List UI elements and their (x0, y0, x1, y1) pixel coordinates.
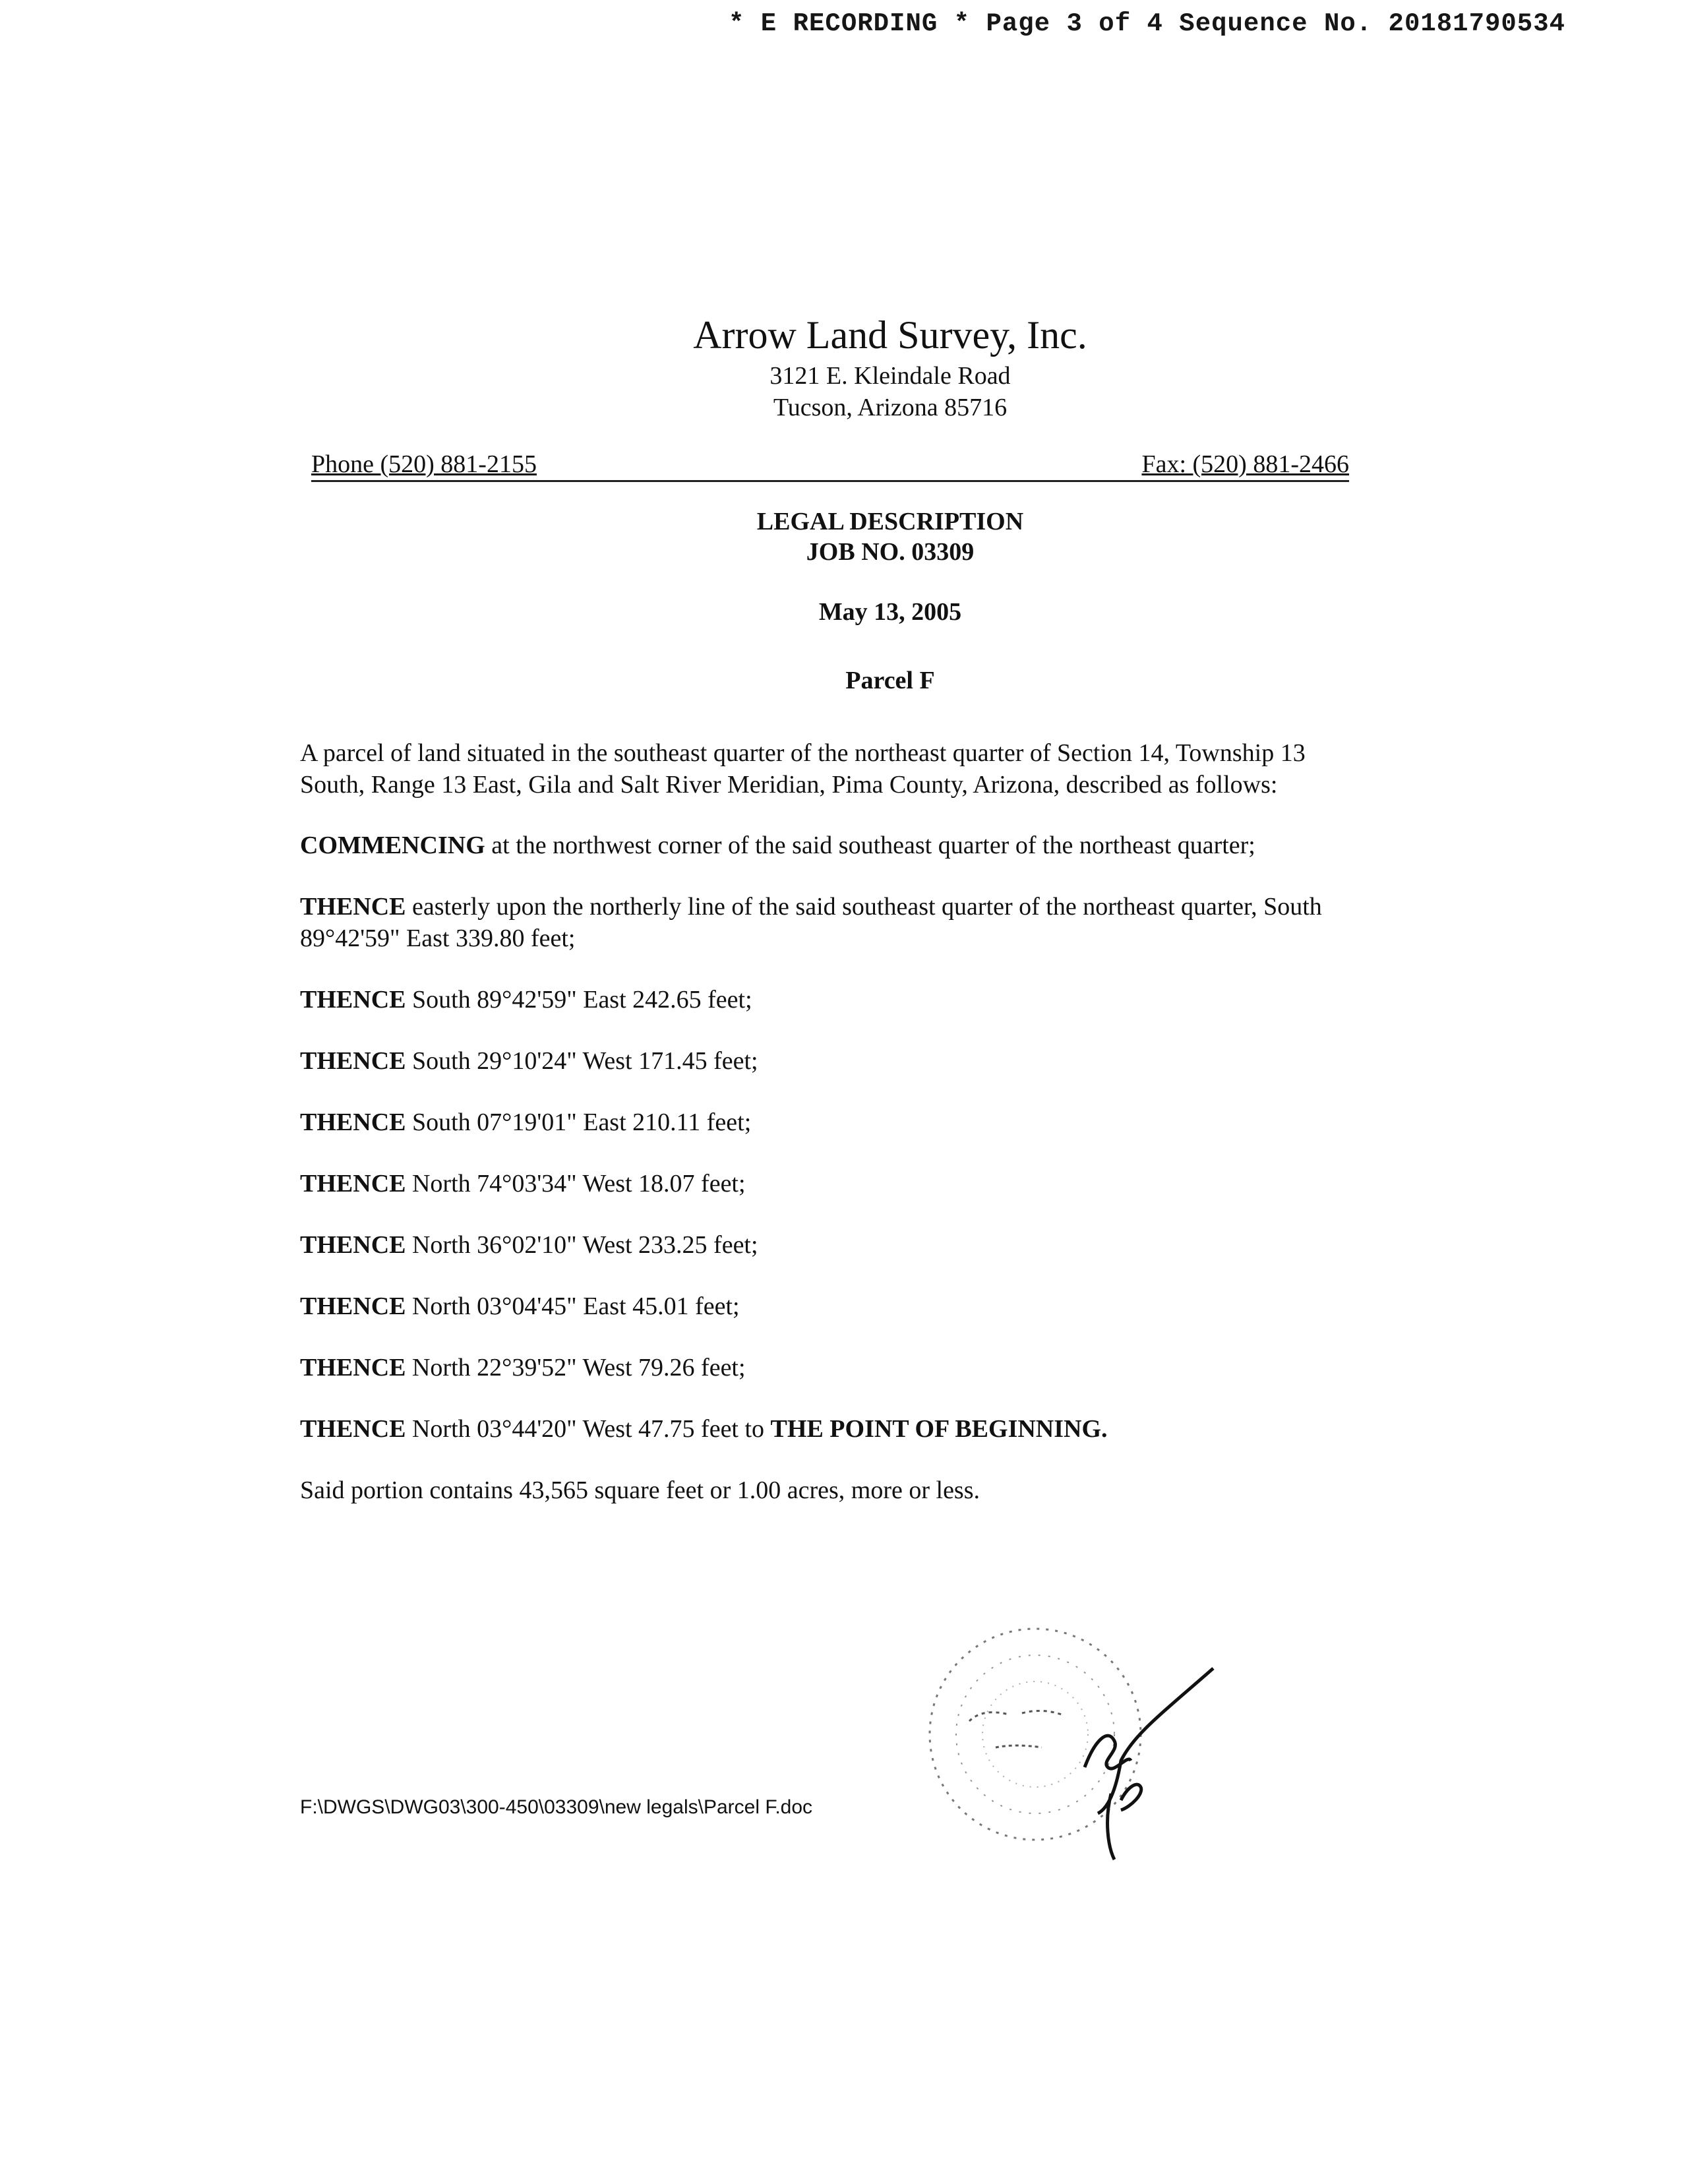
seal-stamp-icon (923, 1596, 1240, 1886)
legal-description-body (300, 737, 1355, 1506)
letterhead (0, 310, 1688, 423)
course-paragraph: THENCE South 89°42'59" East 242.65 feet; (300, 986, 752, 1014)
course-paragraph: THENCE South 07°19'01" East 210.11 feet; (300, 1108, 752, 1136)
course-paragraph: THENCE North 22°39'52" West 79.26 feet; (300, 1354, 746, 1381)
course-paragraph: THENCE North 74°03'34" West 18.07 feet; (300, 1170, 746, 1198)
company-name: Arrow Land Survey, Inc. (693, 313, 1087, 357)
document-title: LEGAL DESCRIPTION (756, 508, 1024, 535)
job-number: JOB NO. 03309 (806, 538, 975, 566)
final-course-paragraph: THENCE North 03°44'20" West 47.75 feet to THE POINT OF BEGINNING. (300, 1415, 1108, 1443)
course-paragraph: THENCE North 36°02'10" West 233.25 feet; (300, 1231, 758, 1259)
course-paragraph: THENCE North 03°04'45" East 45.01 feet; (300, 1292, 740, 1320)
surveyor-seal (923, 1596, 1240, 1886)
intro-paragraph: A parcel of land situated in the southeast quarter of the northeast quarter of Section 14, Township 13 South, Range 13 East, Gila and Salt River Meridian, Pima County, Arizona, described as follows: (300, 739, 1306, 799)
fax-number: Fax: (520) 881-2466 (1141, 450, 1349, 478)
title-block (0, 506, 1688, 567)
city-address: Tucson, Arizona 85716 (773, 394, 1008, 421)
commencing-paragraph: COMMENCING at the northwest corner of the said southeast quarter of the northeast quarter; (300, 832, 1255, 859)
file-path: F:\DWGS\DWG03\300-450\03309\new legals\Parcel F.doc (300, 1796, 813, 1818)
course-paragraph: THENCE easterly upon the northerly line of the said southeast quarter of the northeast quarter, South 89°42'59" East 339.80 feet; (300, 893, 1322, 952)
document-date: May 13, 2005 (818, 598, 962, 626)
recording-header: * E RECORDING * Page 3 of 4 Sequence No. 20181790534 (729, 9, 1565, 38)
course-paragraph: THENCE South 29°10'24" West 171.45 feet; (300, 1047, 758, 1075)
area-summary: Said portion contains 43,565 square feet or 1.00 acres, more or less. (300, 1476, 980, 1504)
phone-number: Phone (520) 881-2155 (311, 450, 537, 478)
street-address: 3121 E. Kleindale Road (769, 362, 1011, 390)
parcel-heading: Parcel F (845, 667, 935, 694)
contact-bar (311, 448, 1349, 482)
